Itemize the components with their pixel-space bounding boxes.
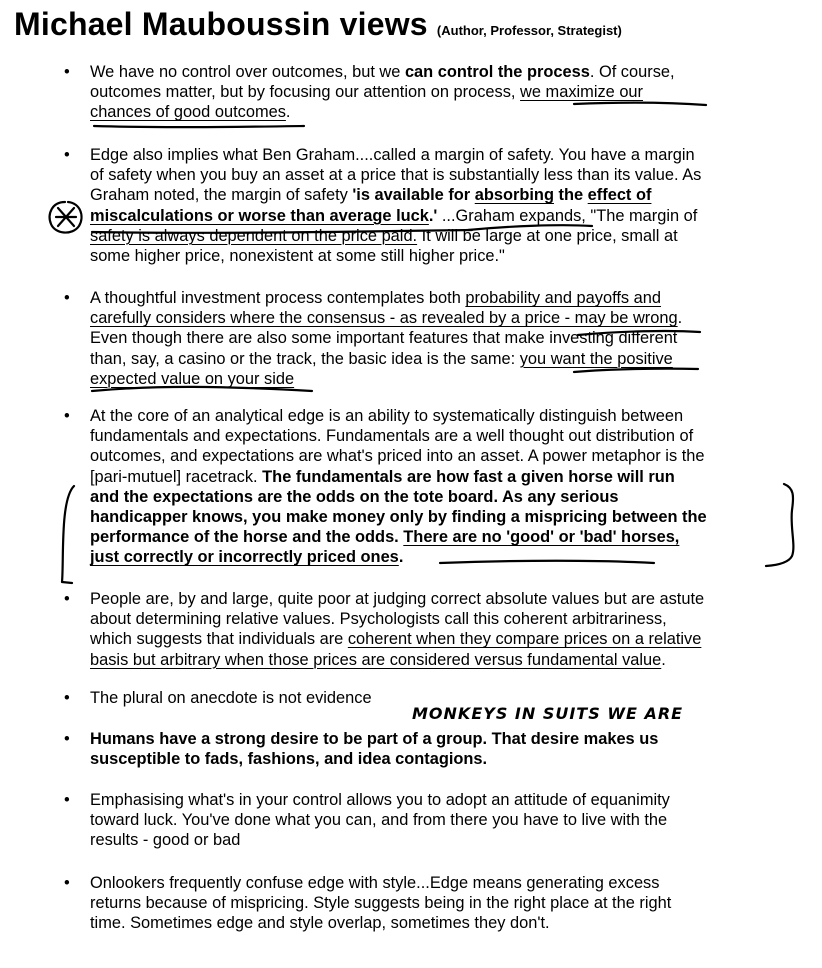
body-text: toward luck. You've done what you can, and from there you have to live with the [90,811,668,830]
text-line [90,893,790,913]
body-text: some higher price, nonexistent at some still higher price." [90,247,505,266]
page-title-text: Michael Mauboussin views [14,6,428,42]
body-text: results - good or bad [90,831,241,850]
bold-underlined-text: absorbing [474,186,554,205]
text-line [90,185,790,205]
bullet-text [90,406,790,568]
text-line [90,288,790,308]
text-line [90,165,790,185]
bold-underlined-text: just correctly or incorrectly priced ones [90,548,399,567]
bullet-item [64,145,702,266]
body-text: fundamentals and expectations. Fundamentals are a well thought out distribution of [90,427,694,446]
bullet-item [64,62,675,122]
text-line [90,406,790,426]
bold-text: can control the process [404,63,590,81]
text-line [90,62,790,82]
body-text: outcomes, and expectations are what's priced into an asset. A power metaphor is the [90,447,705,466]
body-text: We have no control over outcomes, but we [90,63,405,81]
text-line [90,790,790,810]
bullet-dot: • [64,407,70,425]
bullet-item [64,790,670,850]
bold-text: performance of the horse and the odds. [90,528,404,547]
bullet-dot: • [64,146,70,164]
text-line [90,507,790,527]
bold-text: susceptible to fads, fashions, and idea contagions. [90,750,488,769]
bold-text: . [398,548,404,567]
text-line [90,830,790,850]
bullet-item [64,406,707,567]
bold-text: the [553,186,588,205]
underlined-text: expected value on your side [90,369,295,388]
body-text: Even though there are also some important features that make investing different [90,329,678,348]
body-text: returns because of mispricing. Style suggests being in the right place at the right [90,894,672,913]
underlined-text: coherent when they compare prices on a relative [347,630,702,649]
bold-text: Humans have a strong desire to be part of a group. That desire makes us [90,730,659,748]
bullet-dot: • [64,874,70,892]
bold-underlined-text: effect of [587,186,652,205]
bullet-text [90,589,790,670]
text-line [90,145,790,165]
text-line [90,629,790,649]
body-text: It will be large at one price, small at [417,226,678,245]
body-text: Emphasising what's in your control allows you to adopt an attitude of equanimity [90,791,670,809]
text-line [90,308,790,328]
handwritten-bracket-left [62,486,74,583]
bold-text: .' [428,206,438,225]
underlined-text: basis but arbitrary when those prices are considered versus fundamental value [90,650,662,669]
bullet-dot: • [64,791,70,809]
bold-text: and the expectations are the odds on the tote board. As any serious [90,487,619,506]
body-text: Graham noted, the margin of safety [90,186,353,205]
text-line [90,749,790,769]
page-title [14,6,622,43]
bullet-text [90,62,790,123]
bullet-dot: • [64,730,70,748]
body-text: time. Sometimes edge and style overlap, sometimes they don't. [90,914,550,933]
text-line [90,82,790,102]
bullet-dot: • [64,590,70,608]
body-text: about determining relative values. Psychologists call this coherent arbitrariness, [90,610,667,629]
bullet-item [64,729,659,769]
body-text: . [677,309,683,328]
text-line [90,547,790,567]
body-text: Edge also implies what Ben Graham....called a margin of safety. You have a margin [90,146,695,164]
body-text: A thoughtful investment process contemplates both [90,289,466,307]
text-line [90,349,790,369]
body-text: . [285,103,291,122]
text-line [90,426,790,446]
bullet-text [90,790,790,851]
text-line [90,102,790,122]
text-line [90,328,790,348]
bullet-text [90,873,790,934]
body-text: People are, by and large, quite poor at judging correct absolute values but are astute [90,590,705,608]
underlined-text: chances of good outcomes [90,103,286,122]
underlined-text: carefully considers where the consensus - as revealed by a price - may be wrong [90,309,678,328]
handwritten-underline [94,126,304,127]
bullet-text [90,729,790,769]
text-line [90,810,790,830]
bold-text: 'is available for [352,186,475,205]
text-line [90,206,790,226]
body-text: . Of course, [589,63,675,81]
bullet-item [64,589,705,669]
bold-underlined-text: miscalculations or worse than average luck [90,206,429,225]
body-text: than, say, a casino or the track, the basic idea is the same: [90,349,520,368]
bullet-dot: • [64,689,70,707]
text-line [90,446,790,466]
text-line [90,913,790,933]
body-text: At the core of an analytical edge is an ability to systematically distinguish between [90,407,684,425]
handwritten-circled-star-icon [50,202,82,233]
body-text: outcomes matter, but by focusing our attention on process, [90,83,521,102]
handwritten-note: MONKEYS IN SUITS WE ARE [412,704,684,723]
text-line [90,873,790,893]
body-text: . [661,650,666,669]
text-line [90,369,790,389]
underlined-text: probability and payoffs and [465,289,662,307]
body-text: ...Graham expands, "The margin of [437,206,698,225]
bullet-item [64,688,372,708]
text-line [90,246,790,266]
text-line [90,729,790,749]
bullet-item [64,873,672,933]
text-line [90,527,790,547]
handwritten-circled-star-icon [56,208,76,226]
text-line [90,650,790,670]
underlined-text: safety is always dependent on the price paid. [90,226,418,245]
text-line [90,609,790,629]
bold-text: handicapper knows, you make money only by finding a mispricing between the [90,508,707,527]
bullet-text [90,145,790,266]
body-text: which suggests that individuals are [90,630,348,649]
bullet-dot: • [64,63,70,81]
body-text: The plural on anecdote is not evidence [90,689,372,707]
text-line [90,589,790,609]
page-subtitle: (Author, Professor, Strategist) [436,23,622,38]
body-text: [pari-mutuel] racetrack. [90,467,263,486]
bold-underlined-text: There are no 'good' or 'bad' horses, [403,528,680,547]
bullet-text [90,288,790,389]
underlined-text: we maximize our [520,83,644,102]
text-line [90,467,790,487]
bold-text: The fundamentals are how fast a given horse will run [262,467,675,486]
text-line [90,487,790,507]
bullet-item [64,288,683,388]
bullet-dot: • [64,289,70,307]
underlined-text: you want the positive [519,349,673,368]
body-text: of safety when you buy an asset at a price that is substantially less than its value. As [90,166,702,185]
body-text: Onlookers frequently confuse edge with style...Edge means generating excess [90,874,660,892]
text-line [90,226,790,246]
